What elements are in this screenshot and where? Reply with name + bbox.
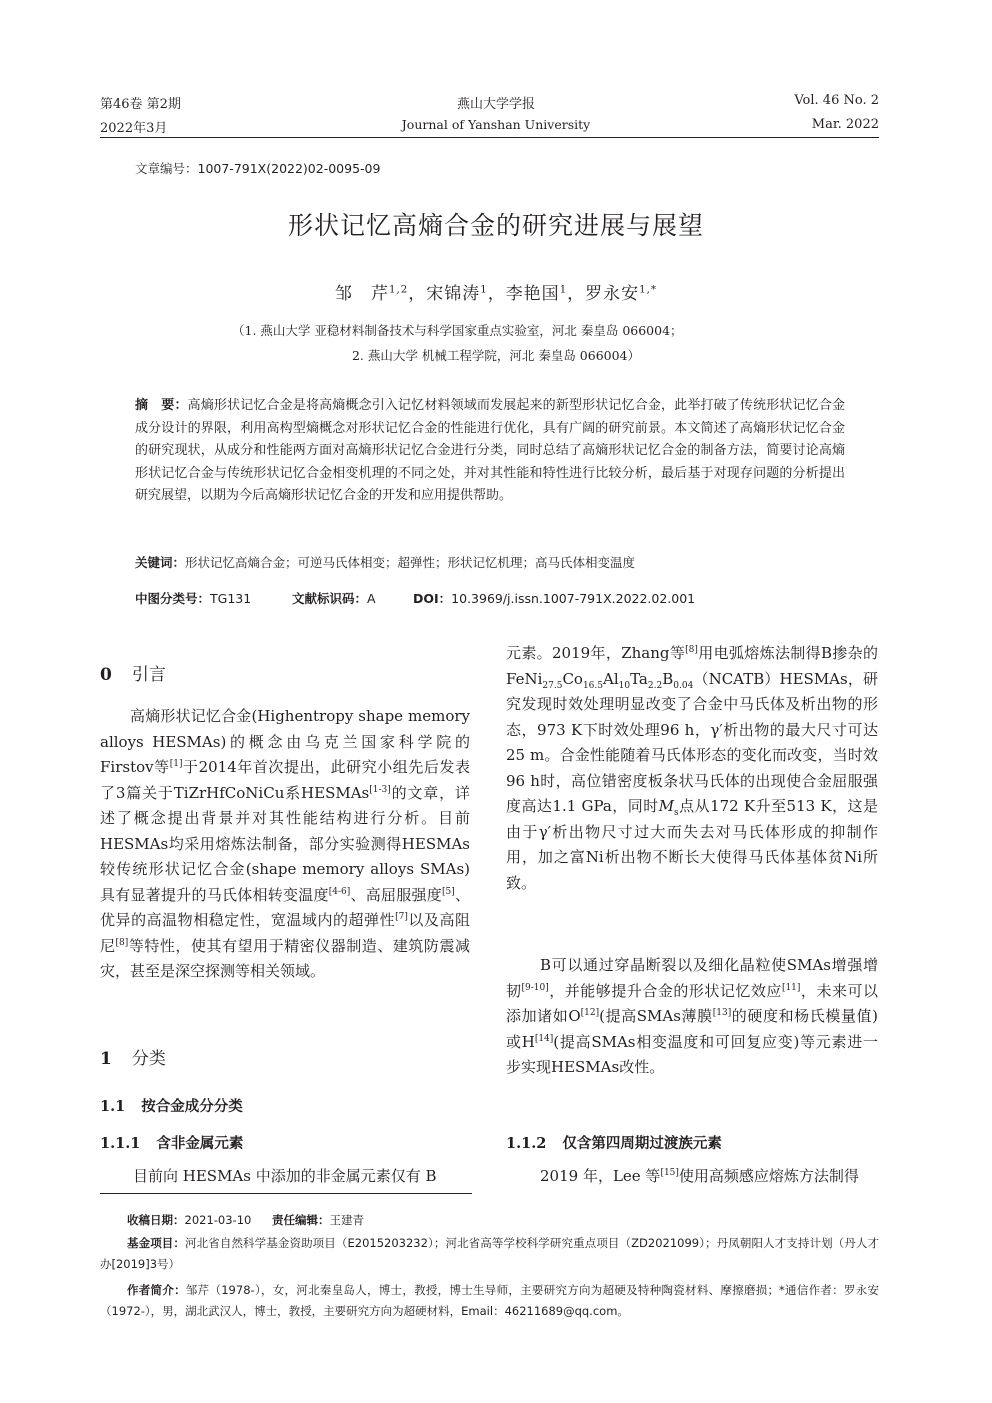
section-0-heading — [100, 660, 166, 685]
section-1-1-heading — [100, 1095, 243, 1116]
doi: DOI：10.3969/j.issn.1007-791X.2022.02.001 — [413, 591, 696, 606]
section-1-1-1-heading — [100, 1132, 243, 1153]
affiliation-line: 2. 燕山大学 机械工程学院，河北 秦皇岛 066004） — [351, 348, 641, 363]
journal-name-cn: 燕山大学学报 — [456, 97, 535, 112]
section-title: 含非金属元素 — [156, 1136, 244, 1152]
section-number: 0 — [100, 665, 112, 685]
document-code: 文献标识码：A — [292, 591, 376, 606]
author-list: 邹 芹$^{1,2}$，宋锦涛$^1$，李艳国$^1$，罗永安$^{1,*}$ — [335, 284, 657, 304]
right-column-paragraph-2: B可以通过穿晶断裂以及细化晶粒使SMAs增强增韧[9-10]，并能够提升合金的形状记忆效应[11]，未来可以添加诸如O[12](提高SMAs薄膜[13]的硬度和杨氏模量值)或H[14](提高SMAs相变温度和可回复应变)等元素进一步实现HESMAs改性。 — [506, 956, 878, 1076]
section-title: 分类 — [131, 1049, 166, 1069]
section-title: 引言 — [131, 665, 166, 685]
section-1-heading — [100, 1044, 166, 1069]
date-en: Mar. 2022 — [811, 117, 879, 132]
abstract-label: 摘 要： — [135, 398, 188, 413]
right-column-last-line: 2019 年，Lee 等[15]使用高频感应熔炼方法制得 — [540, 1167, 859, 1185]
author-affiliation-mark: 1,2 — [389, 284, 409, 296]
author-name: 李艳国 — [505, 284, 560, 304]
section-number: 1.1 — [100, 1098, 126, 1115]
author-name: 宋锦涛 — [426, 284, 481, 304]
paper-title: 形状记忆高熵合金的研究进展与展望 — [287, 211, 704, 240]
author-bio: 作者简介：邹芹（1978-），女，河北秦皇岛人，博士，教授，博士生导师，主要研究方向为超硬及特种陶瓷材料、摩擦磨损；*通信作者：罗永安（1972-），男，湖北武汉人，博士，教授，主要研究方向为超硬材料，Email：46211689@qq.com。 — [100, 1283, 879, 1318]
volume-issue-en: Vol. 46 No. 2 — [794, 93, 879, 108]
clc-number: 中图分类号：TG131 — [135, 591, 252, 606]
section-1-1-2-heading — [506, 1132, 722, 1153]
right-column-paragraph-1: 元素。2019年，Zhang等[8]用电弧熔炼法制得B掺杂的 $FeNi_{27.5}Co_{16.5}Al_{10}Ta_{2.2}B_{0.04}(NCATB)HESMAs$，研究发现时效处理明显改变了合金中马氏体及析出物的形态，973 K下时效处理96 h，γ′析出物的最大尺寸可达25 m。合金性能随着马氏体形态的变化而改变，当时效96 h时，高位错密度板条状马氏体的出现使合金屈服强度高达1.1 GPa，同时$M_s$点从172 K升至513 K，这是由于γ′析出物尺寸过大而失去对马氏体形成的抑制作用，加之富Ni析出物不断长大使得马氏体基体贫Ni所致。 — [506, 644, 878, 892]
keywords-label: 关键词： — [135, 555, 186, 570]
footnote-rule — [100, 1193, 472, 1194]
abstract — [135, 395, 845, 508]
author-name: 罗永安 — [585, 284, 640, 304]
section-number: 1 — [100, 1049, 112, 1069]
author-affiliation-mark: 1 — [559, 284, 568, 296]
received-date: 收稿日期：2021-03-10 — [127, 1213, 252, 1227]
journal-name-en: Journal of Yanshan University — [401, 117, 591, 132]
intro-paragraph: 高熵形状记忆合金(Highentropy shape memory alloys HESMAs)的概念由乌克兰国家科学院的Firstov等[1]于2014年首次提出，此研究小组先后发表了3篇关于TiZrHfCoNiCu系HESMAs[1-3]的文章，详述了概念提出背景并对其性能结构进行分析。目前HESMAs均采用熔炼法制备，部分实验测得HESMAs较传统形状记忆合金(shape memory alloys SMAs)具有显著提升的马氏体相转变温度[4-6]、高屈服强度[5]、优异的高温物相稳定性，宽温域内的超弹性[7]以及高阻尼[8]等特性，使其有望用于精密仪器制造、建筑防震减灾，甚至是深空探测等相关领域。 — [100, 707, 470, 980]
volume-issue-cn: 第46卷 第2期 — [100, 97, 181, 112]
affiliation-line: （1. 燕山大学 亚稳材料制备技术与科学国家重点实验室，河北 秦皇岛 066004； — [232, 323, 683, 338]
section-title: 仅含第四周期过渡族元素 — [562, 1136, 722, 1152]
keywords — [135, 553, 855, 571]
responsible-editor: 责任编辑：王建青 — [272, 1213, 364, 1227]
author-name: 邹 芹 — [335, 284, 389, 304]
section-number: 1.1.2 — [506, 1135, 547, 1152]
header-rule — [100, 137, 879, 138]
fund-info: 基金项目：河北省自然科学基金资助项目（E2015203232）；河北省高等学校科学研究重点项目（ZD2021099）；丹凤朝阳人才支持计划（丹人才办[2019]3号） — [100, 1236, 879, 1271]
date-cn: 2022年3月 — [100, 121, 168, 136]
section-title: 按合金成分分类 — [141, 1099, 243, 1115]
section-number: 1.1.1 — [100, 1135, 141, 1152]
author-affiliation-mark: 1 — [480, 284, 488, 296]
author-affiliation-mark: 1,* — [639, 284, 657, 296]
left-column-last-line: 目前向 HESMAs 中添加的非金属元素仅有 B — [133, 1167, 437, 1185]
article-number: 文章编号：1007-791X(2022)02-0095-09 — [135, 161, 381, 176]
keywords-text: 形状记忆高熵合金；可逆马氏体相变；超弹性；形状记忆机理；高马氏体相变温度 — [185, 555, 636, 570]
abstract-text: 高熵形状记忆合金是将高熵概念引入记忆材料领域而发展起来的新型形状记忆合金，此举打破了传统形状记忆合金成分设计的界限，利用高构型熵概念对形状记忆合金的性能进行优化，具有广阔的研究前景。本文简述了高熵形状记忆合金的研究现状，从成分和性能两方面对高熵形状记忆合金进行分类，同时总结了高熵形状记忆合金的制备方法，简要讨论高熵形状记忆合金与传统形状记忆合金相变机理的不同之处，并对其性能和特性进行比较分析，最后基于对现存问题的分析提出研究展望，以期为今后高熵形状记忆合金的开发和应用提供帮助。 — [135, 398, 845, 503]
